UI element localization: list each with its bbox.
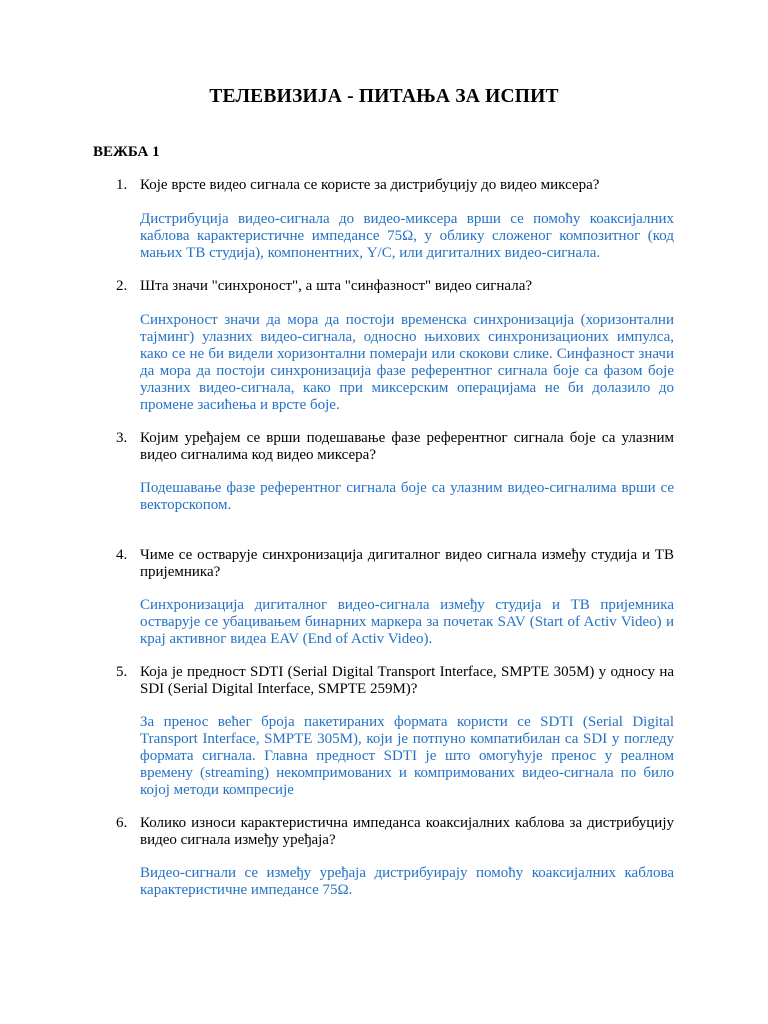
answer-5: За пренос већег броја пакетираних формата користи се SDTI (Serial Digital Transport Interface, SMPTE 305M), који је потпуно компатибилан са SDI у погледу формата сигнала. Главна предност SDTI је што омогућује пренос у реалном времену (streaming) некомпримованих и компримованих видео-сигнала по било којој методи компресије — [140, 714, 674, 798]
question-1 — [116, 177, 674, 194]
question-text: Чиме се остварује синхронизација дигиталног видео сигнала између студија и ТВ пријемника? — [140, 547, 674, 580]
question-text: Шта значи "синхроност", а шта "синфазност" видео сигнала? — [140, 278, 533, 294]
question-3 — [116, 430, 674, 464]
answer-2: Синхроност значи да мора да постоји временска синхронизација (хоризонтални тајминг) улазних видео-сигнала, односно њихових синхронизационих импулса, како се не би видели хоризонтални помераји или скокови слике. Синфазност значи да мора да постоји синхронизација фазе референтног сигнала боје са фазом боје улазних видео-сигнала, како при миксерским операцијама не би долазило до промене засићења и врсте боје. — [140, 312, 674, 413]
question-6 — [116, 815, 674, 849]
question-text: Којим уређајем се врши подешавање фазе референтног сигнала боје са улазним видео сигналима код видео миксера? — [140, 430, 674, 463]
answer-1: Дистрибуција видео-сигнала до видео-миксера врши се помоћу коаксијалних каблова карактеристичне импедансе 75Ω, у облику сложеног композитног (код мањих ТВ студија), компонентних, Y/C, или дигиталних видео-сигнала. — [140, 211, 674, 261]
question-number: 6. — [116, 815, 128, 831]
question-5 — [116, 664, 674, 698]
question-text: Која је предност SDTI (Serial Digital Transport Interface, SMPTE 305M) у односу на SDI (Serial Digital Interface, SMPTE 259M)? — [140, 664, 674, 697]
answer-4: Синхронизација дигиталног видео-сигнала између студија и ТВ пријемника остварује се убацивањем бинарних маркера за почетак SAV (Start of Activ Video) и крај активног видеа EAV (End of Activ Video). — [140, 597, 674, 647]
question-text: Које врсте видео сигнала се користе за дистрибуцију до видео миксера? — [140, 177, 600, 193]
question-number: 3. — [116, 430, 128, 446]
section-heading: ВЕЖБА 1 — [93, 144, 160, 160]
question-2 — [116, 278, 674, 295]
page-title: ТЕЛЕВИЗИЈА - ПИТАЊА ЗА ИСПИТ — [209, 86, 559, 107]
question-text: Колико износи карактеристична импеданса коаксијалних каблова за дистрибуцију видео сигнала између уређаја? — [140, 815, 674, 848]
answer-3: Подешавање фазе референтног сигнала боје са улазним видео-сигналима врши се векторскопом. — [140, 480, 674, 513]
question-number: 1. — [116, 177, 128, 193]
question-4 — [116, 547, 674, 581]
question-number: 4. — [116, 547, 128, 563]
question-number: 5. — [116, 664, 128, 680]
answer-6: Видео-сигнали се између уређаја дистрибуирају помоћу коаксијалних каблова карактеристичне импедансе 75Ω. — [140, 865, 674, 898]
question-number: 2. — [116, 278, 128, 294]
